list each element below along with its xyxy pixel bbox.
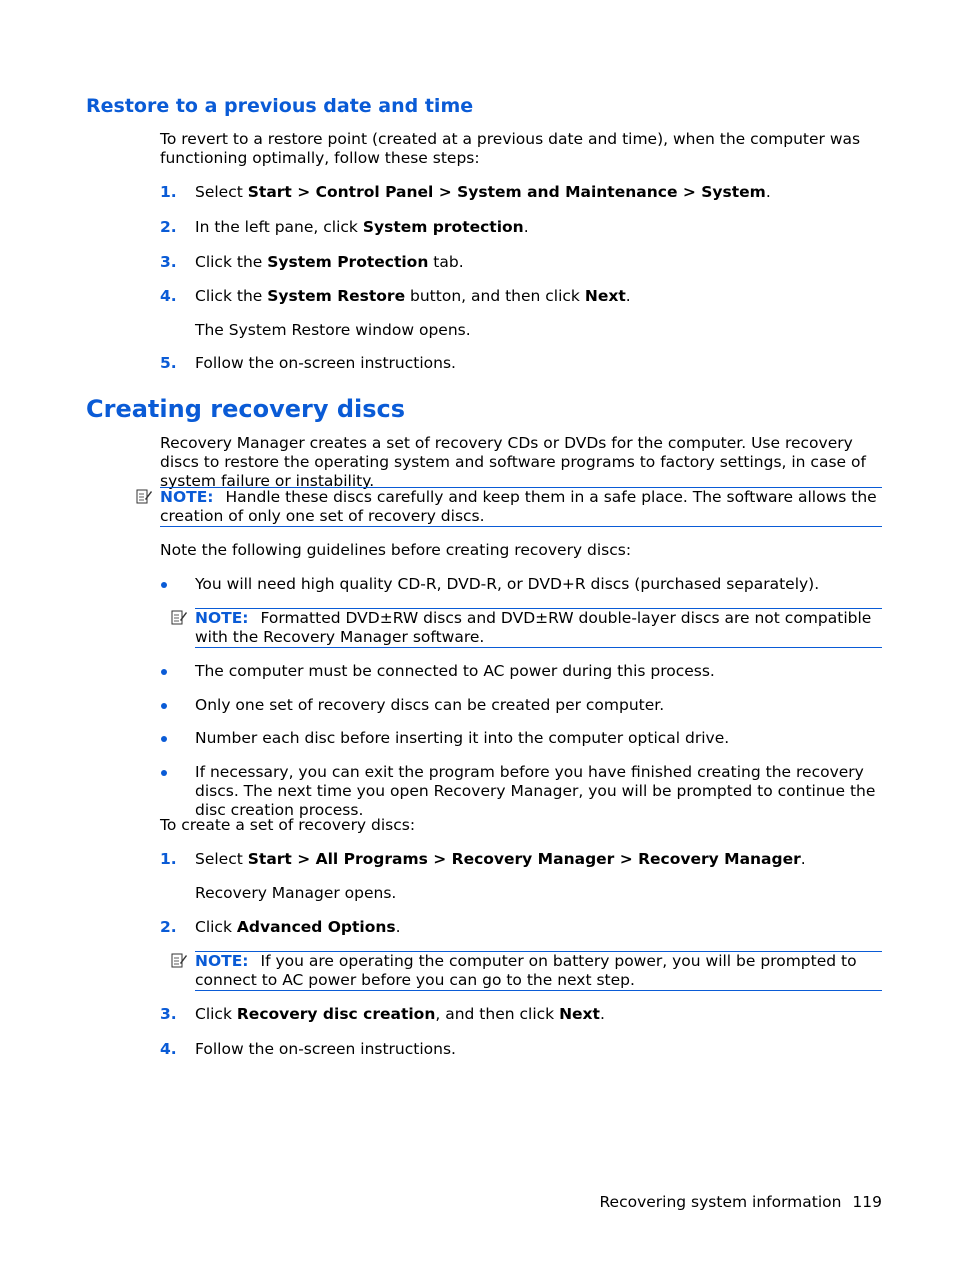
step-number: 2. <box>160 218 177 236</box>
note-box <box>160 487 882 527</box>
step-number: 4. <box>160 287 177 305</box>
note-text: If you are operating the computer on battery power, you will be prompted to connect to AC power before you can go to the next step. <box>195 952 857 989</box>
step-result: Recovery Manager opens. <box>195 884 397 902</box>
step-text: Click the System Restore button, and then click Next. <box>195 287 631 305</box>
step-result: The System Restore window opens. <box>195 321 471 339</box>
bullet-dot <box>161 770 167 776</box>
create-intro: To create a set of recovery discs: <box>160 816 416 834</box>
step-number: 3. <box>160 253 177 271</box>
step-text: Click Advanced Options. <box>195 918 401 936</box>
step-text: Click the System Protection tab. <box>195 253 464 271</box>
note-box <box>195 951 882 991</box>
bullet-dot <box>161 736 167 742</box>
section-heading: Restore to a previous date and time <box>86 95 474 117</box>
step-text: Follow the on-screen instructions. <box>195 354 456 372</box>
bullet-dot <box>161 703 167 709</box>
intro-paragraph: To revert to a restore point (created at a previous date and time), when the computer was functioning optimally, follow these steps: <box>160 130 861 167</box>
step-text: Select Start > Control Panel > System and Maintenance > System. <box>195 183 771 201</box>
note-label: NOTE: <box>195 609 249 627</box>
intro-paragraph: Recovery Manager creates a set of recovery CDs or DVDs for the computer. Use recovery discs to restore the operating system and software programs to factory settings, in case of system failure or instability. <box>160 434 866 490</box>
note-label: NOTE: <box>195 952 249 970</box>
note-pencil-icon <box>171 609 187 625</box>
step-number: 2. <box>160 918 177 936</box>
note-text: Handle these discs carefully and keep them in a safe place. The software allows the creation of only one set of recovery discs. <box>160 488 877 525</box>
step-number: 5. <box>160 354 177 372</box>
step-number: 3. <box>160 1005 177 1023</box>
guidelines-intro: Note the following guidelines before creating recovery discs: <box>160 541 632 559</box>
bullet-dot <box>161 669 167 675</box>
bullet-dot <box>161 582 167 588</box>
footer-section-title: Recovering system information <box>599 1193 842 1211</box>
step-number: 1. <box>160 850 177 868</box>
step-number: 1. <box>160 183 177 201</box>
note-label: NOTE: <box>160 488 214 506</box>
step-number: 4. <box>160 1040 177 1058</box>
note-pencil-icon <box>171 952 187 968</box>
step-text: Click Recovery disc creation, and then click Next. <box>195 1005 605 1023</box>
chapter-heading: Creating recovery discs <box>86 395 406 423</box>
step-text: In the left pane, click System protection. <box>195 218 529 236</box>
page-number: 119 <box>852 1193 882 1211</box>
note-text: Formatted DVD±RW discs and DVD±RW double-layer discs are not compatible with the Recovery Manager software. <box>195 609 872 646</box>
page-footer <box>599 1193 882 1212</box>
step-text: Select Start > All Programs > Recovery Manager > Recovery Manager. <box>195 850 806 868</box>
note-box <box>195 608 882 648</box>
note-pencil-icon <box>136 488 152 504</box>
step-text: Follow the on-screen instructions. <box>195 1040 456 1058</box>
